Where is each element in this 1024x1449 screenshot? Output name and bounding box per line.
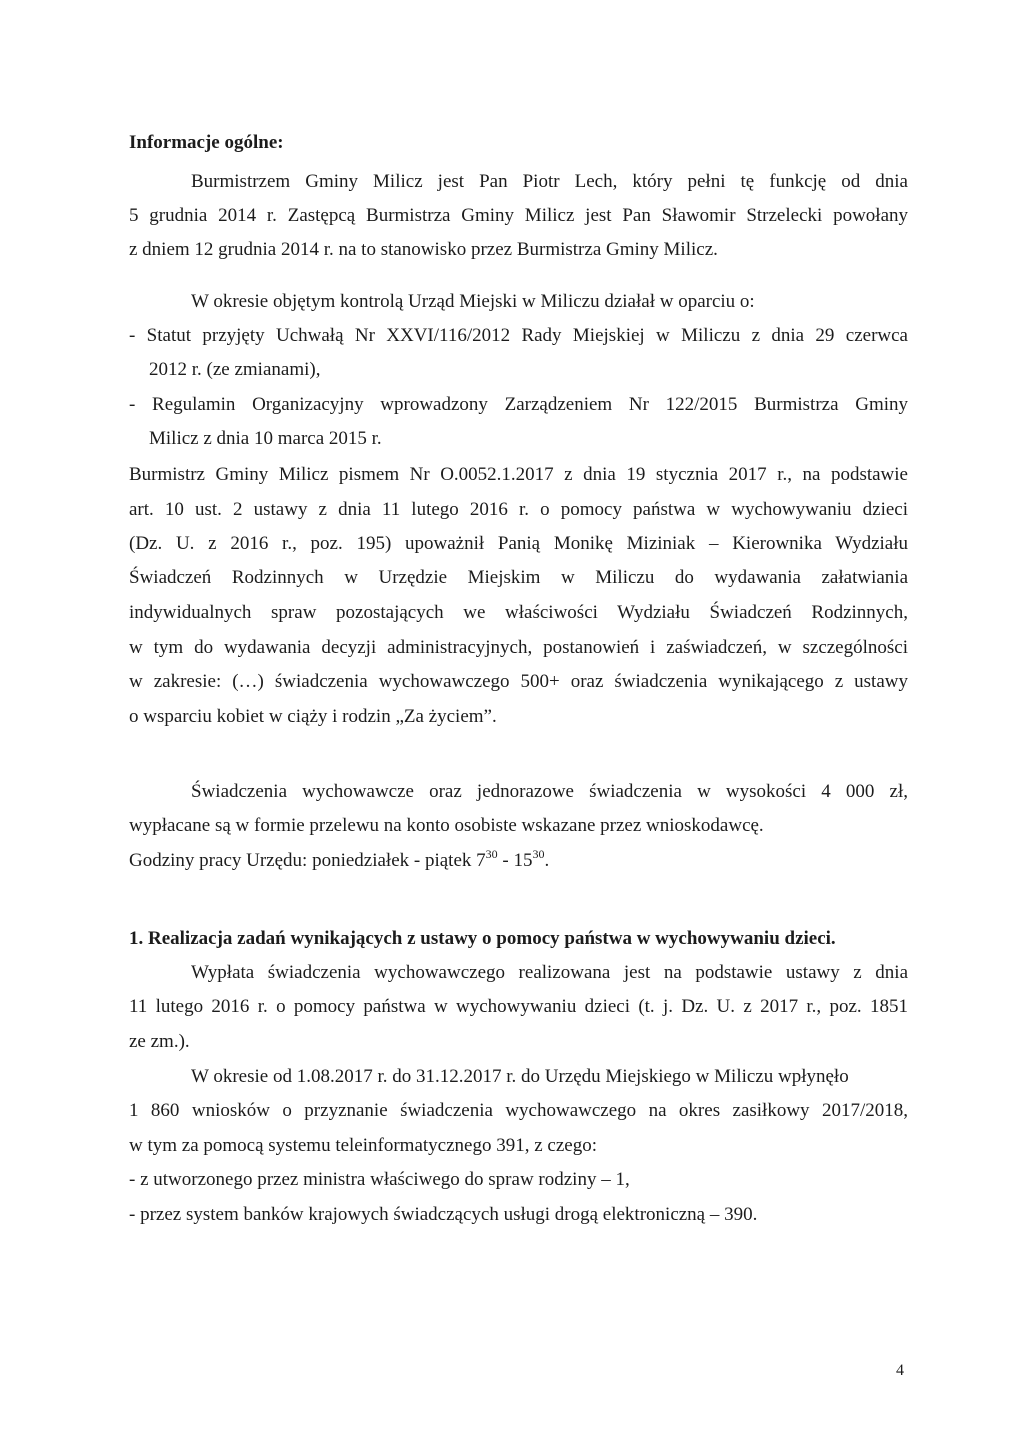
section-title — [129, 927, 908, 951]
paragraph-line: ze zm.). — [129, 1031, 190, 1052]
paragraph-line: Wypłata świadczenia wychowawczego realizowana jest na podstawie ustawy z dnia — [191, 962, 908, 983]
section-number: 1. — [129, 928, 144, 949]
office-hours-text: Godziny pracy Urzędu: poniedziałek - piątek 7 — [129, 850, 486, 871]
paragraph-line: w tym za pomocą systemu teleinformatycznego 391, z czego: — [129, 1135, 597, 1156]
office-hours-separator: - 15 — [497, 850, 533, 871]
paragraph-line: indywidualnych spraw pozostających we właściwości Wydziału Świadczeń Rodzinnych, — [129, 602, 908, 623]
paragraph-line: 1 860 wniosków o przyznanie świadczenia wychowawczego na okres zasiłkowy 2017/2018, — [129, 1100, 908, 1121]
section-title-text: Realizacja zadań wynikających z ustawy o pomocy państwa w wychowywaniu dzieci. — [148, 928, 836, 949]
paragraph-line: wypłacane są w formie przelewu na konto osobiste wskazane przez wnioskodawcę. — [129, 815, 764, 836]
paragraph-line: Świadczeń Rodzinnych w Urzędzie Miejskim w Miliczu do wydawania załatwiania — [129, 567, 908, 588]
paragraph-line: 5 grudnia 2014 r. Zastępcą Burmistrza Gminy Milicz jest Pan Sławomir Strzelecki powołany — [129, 205, 908, 226]
list-item-line: - Statut przyjęty Uchwałą Nr XXVI/116/2012 Rady Miejskiej w Miliczu z dnia 29 czerwca — [129, 325, 908, 346]
list-item-line: Milicz z dnia 10 marca 2015 r. — [149, 428, 382, 449]
list-item-line: - Regulamin Organizacyjny wprowadzony Zarządzeniem Nr 122/2015 Burmistrza Gminy — [129, 394, 908, 415]
paragraph-line: art. 10 ust. 2 ustawy z dnia 11 lutego 2016 r. o pomocy państwa w wychowywaniu dzieci — [129, 499, 908, 520]
paragraph-line: (Dz. U. z 2016 r., poz. 195) upoważnił Panią Monikę Miziniak – Kierownika Wydziału — [129, 533, 908, 554]
paragraph-line: W okresie od 1.08.2017 r. do 31.12.2017 r. do Urzędu Miejskiego w Miliczu wpłynęło — [191, 1066, 849, 1087]
paragraph-line: W okresie objętym kontrolą Urząd Miejski w Miliczu działał w oparciu o: — [191, 291, 755, 312]
paragraph-line: Burmistrzem Gminy Milicz jest Pan Piotr Lech, który pełni tę funkcję od dnia — [191, 171, 908, 192]
paragraph-line: o wsparciu kobiet w ciąży i rodzin „Za życiem”. — [129, 706, 497, 727]
paragraph-line: w tym do wydawania decyzji administracyjnych, postanowień i zaświadczeń, w szczególności — [129, 637, 908, 658]
paragraph-line: z dniem 12 grudnia 2014 r. na to stanowisko przez Burmistrza Gminy Milicz. — [129, 239, 718, 260]
office-hours — [129, 846, 908, 873]
paragraph-line: Świadczenia wychowawcze oraz jednorazowe świadczenia w wysokości 4 000 zł, — [191, 781, 908, 802]
list-item-line: 2012 r. (ze zmianami), — [149, 359, 321, 380]
list-item: - z utworzonego przez ministra właściwego do spraw rodziny – 1, — [129, 1169, 630, 1190]
page-number: 4 — [896, 1362, 904, 1379]
paragraph-line: Burmistrz Gminy Milicz pismem Nr O.0052.1.2017 z dnia 19 stycznia 2017 r., na podstawie — [129, 464, 908, 485]
paragraph-line: 11 lutego 2016 r. o pomocy państwa w wychowywaniu dzieci (t. j. Dz. U. z 2017 r., poz. 1851 — [129, 996, 908, 1017]
hours-superscript: 30 — [532, 846, 545, 861]
office-hours-end: . — [544, 850, 550, 871]
section-heading: Informacje ogólne: — [129, 132, 284, 153]
list-item: - przez system banków krajowych świadczących usługi drogą elektroniczną – 390. — [129, 1204, 758, 1225]
hours-superscript: 30 — [485, 846, 498, 861]
paragraph-line: w zakresie: (…) świadczenia wychowawczego 500+ oraz świadczenia wynikającego z ustawy — [129, 671, 908, 692]
